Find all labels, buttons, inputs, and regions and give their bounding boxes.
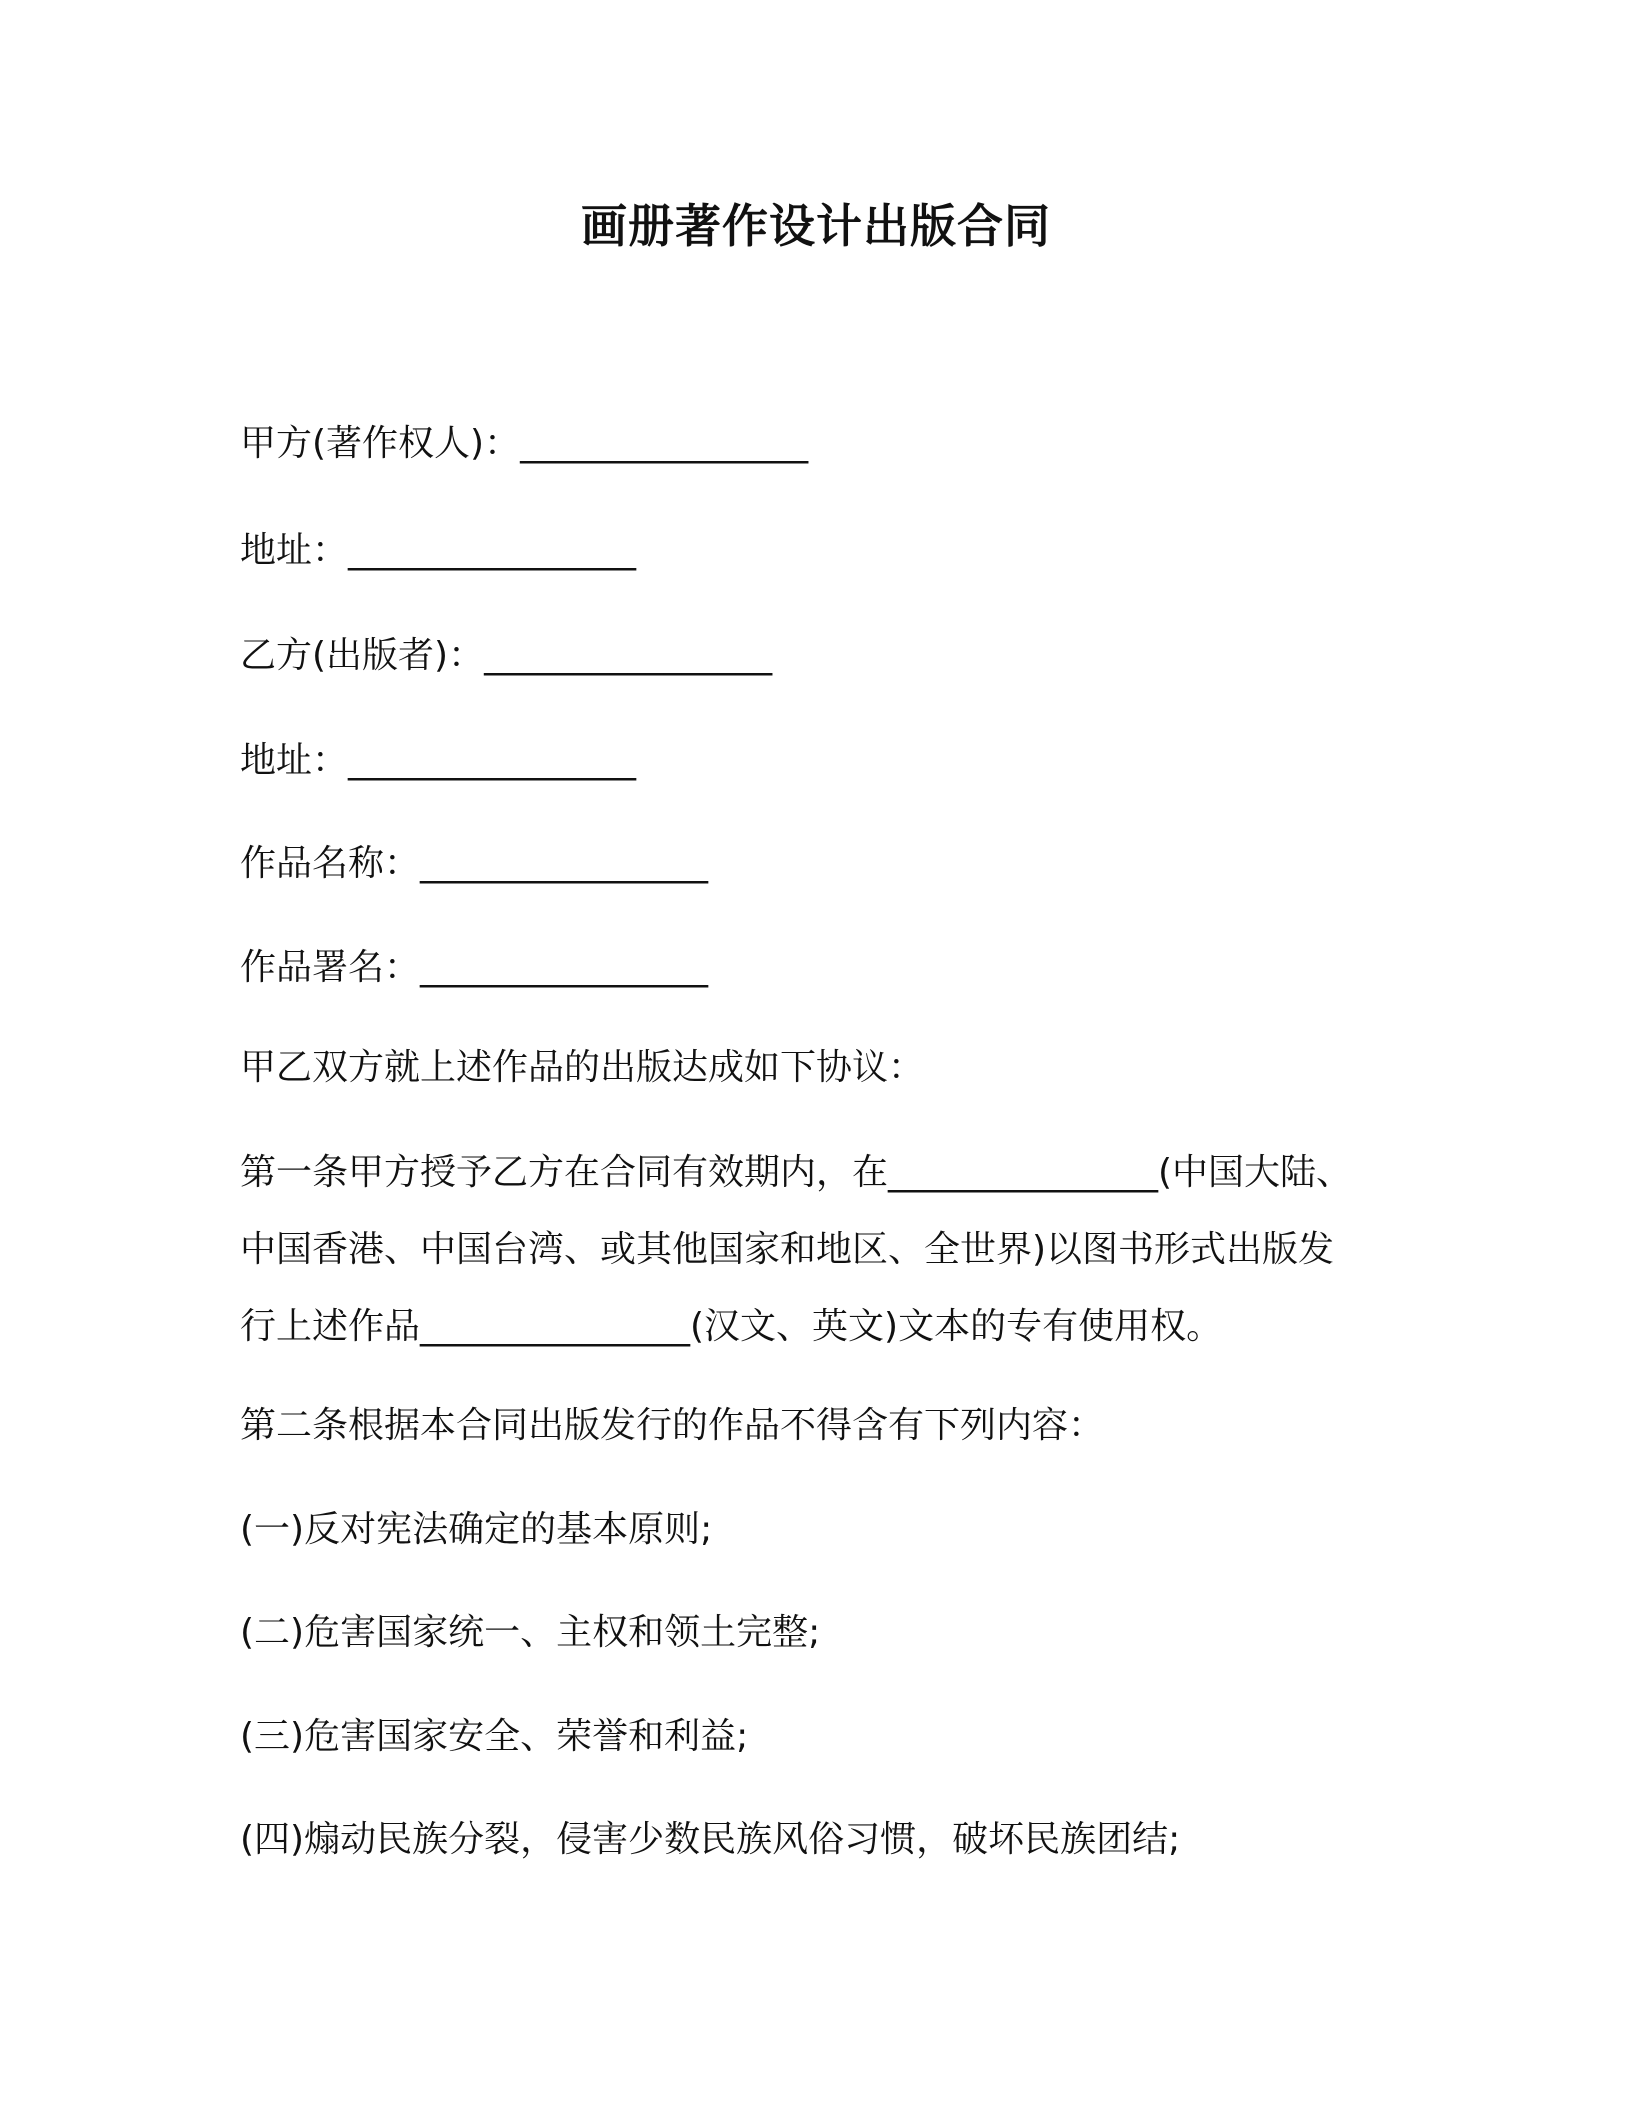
party-a-field: 甲方(著作权人)：________________ — [240, 423, 809, 464]
article-2-item-2: (二)危害国家统一、主权和领土完整; — [240, 1612, 821, 1653]
article-2-item-4: (四)煽动民族分裂，侵害少数民族风俗习惯，破坏民族团结; — [240, 1819, 1181, 1860]
party-b-field: 乙方(出版者)：________________ — [240, 635, 773, 676]
article-2: 第二条根据本合同出版发行的作品不得含有下列内容： — [240, 1405, 1105, 1446]
document-title: 画册著作设计出版合同 — [581, 199, 1051, 253]
article-2-item-3: (三)危害国家安全、荣誉和利益; — [240, 1716, 749, 1757]
work-signature-field: 作品署名：________________ — [240, 947, 709, 988]
article-1 — [240, 1134, 1410, 1365]
party-a-address-field: 地址：________________ — [240, 530, 637, 571]
article-1-line-1: 第一条甲方授予乙方在合同有效期内，在_______________(中国大陆、 — [240, 1152, 1353, 1193]
party-b-address-field: 地址：________________ — [240, 740, 637, 781]
article-1-line-2: 中国香港、中国台湾、或其他国家和地区、全世界)以图书形式出版发 — [240, 1229, 1335, 1270]
agreement-intro: 甲乙双方就上述作品的出版达成如下协议： — [240, 1047, 925, 1088]
article-1-line-3: 行上述作品_______________(汉文、英文)文本的专有使用权。 — [240, 1306, 1223, 1347]
article-2-item-1: (一)反对宪法确定的基本原则; — [240, 1509, 713, 1550]
work-title-field: 作品名称：________________ — [240, 843, 709, 884]
